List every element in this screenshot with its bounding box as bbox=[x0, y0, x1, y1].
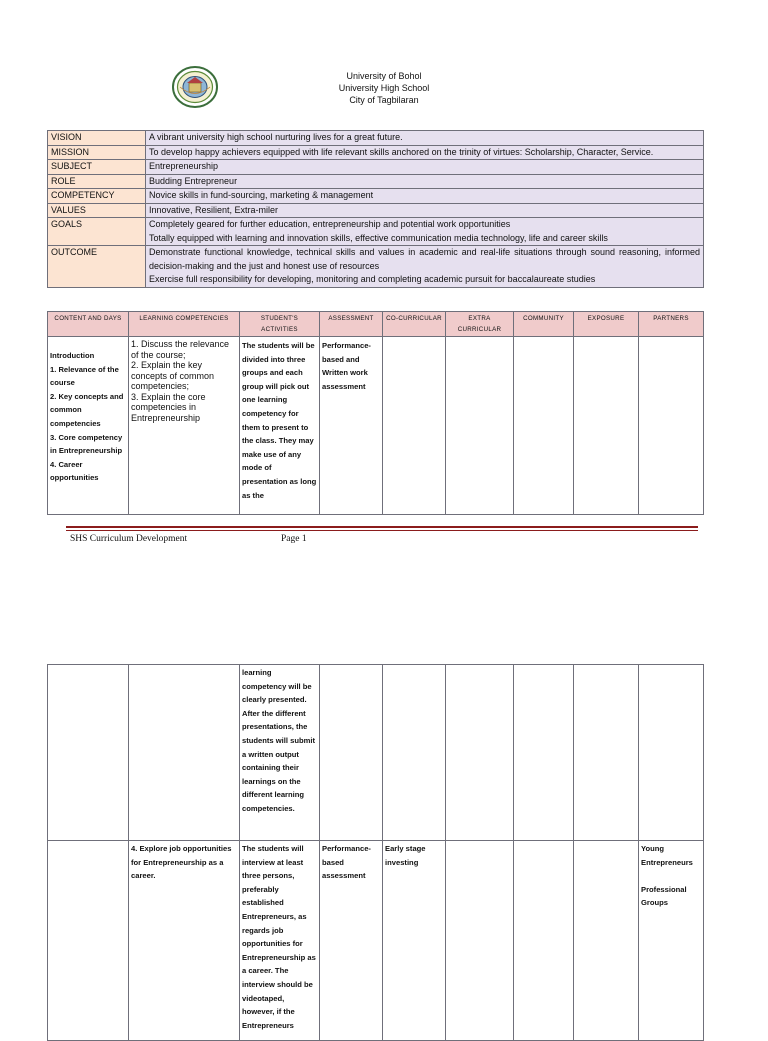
extra-curricular-cell bbox=[446, 841, 514, 1041]
info-row-mission bbox=[48, 145, 704, 160]
assessment-cell: Performance-based and Written work assessment bbox=[320, 337, 383, 515]
info-value: A vibrant university high school nurturing lives for a great future. bbox=[146, 131, 704, 146]
outcome-line: Demonstrate functional knowledge, technical skills and values in academic and real-life situations through sound reasoning, informed decision-making and the just and honest use of resources bbox=[149, 247, 700, 271]
page-number: Page 1 bbox=[281, 534, 307, 544]
extra-curricular-cell bbox=[446, 665, 514, 841]
column-header: CO-CURRICULAR bbox=[383, 312, 446, 337]
table-row bbox=[48, 665, 704, 841]
column-header: EXTRA CURRICULAR bbox=[446, 312, 514, 337]
co-curricular-cell bbox=[383, 337, 446, 515]
info-row-competency bbox=[48, 189, 704, 204]
info-value: Entrepreneurship bbox=[146, 160, 704, 175]
partners-cell: Young Entrepreneurs Professional Groups bbox=[639, 841, 704, 1041]
table-row bbox=[48, 337, 704, 515]
content-cell bbox=[48, 841, 129, 1041]
info-value: Novice skills in fund-sourcing, marketing & management bbox=[146, 189, 704, 204]
info-row-role bbox=[48, 174, 704, 189]
activities-cell: The students will be divided into three groups and each group will pick out one learning competency for them to present to the class. They may make use of any mode of presentation as long as the bbox=[240, 337, 320, 515]
info-value bbox=[146, 246, 704, 288]
info-label: SUBJECT bbox=[48, 160, 146, 175]
university-name: University of Bohol bbox=[346, 71, 422, 81]
university-seal-logo bbox=[172, 66, 218, 108]
column-header: EXPOSURE bbox=[574, 312, 639, 337]
table-row bbox=[48, 841, 704, 1041]
co-curricular-cell: Early stage investing bbox=[383, 841, 446, 1041]
exposure-cell bbox=[574, 665, 639, 841]
vision-mission-table bbox=[47, 130, 704, 288]
column-header: STUDENT'S ACTIVITIES bbox=[240, 312, 320, 337]
footer-divider-thin bbox=[66, 530, 698, 531]
school-header bbox=[300, 70, 468, 106]
high-school-name: University High School bbox=[338, 83, 430, 93]
column-header: LEARNING COMPETENCIES bbox=[129, 312, 240, 337]
info-label: ROLE bbox=[48, 174, 146, 189]
partners-cell bbox=[639, 337, 704, 515]
info-label: VALUES bbox=[48, 203, 146, 218]
column-header: COMMUNITY bbox=[514, 312, 574, 337]
activities-cell: The students will interview at least three persons, preferably established Entrepreneurs, as regards job opportunities for Entrepreneurship as a career. The interview should be videotaped, however, if the Entrepreneurs bbox=[240, 841, 320, 1041]
info-value: To develop happy achievers equipped with life relevant skills anchored on the trinity of virtues: Scholarship, Character, Service. bbox=[146, 145, 704, 160]
info-row-vision bbox=[48, 131, 704, 146]
footer-divider bbox=[66, 526, 698, 528]
table-header-row bbox=[48, 312, 704, 337]
extra-curricular-cell bbox=[446, 337, 514, 515]
competencies-cell bbox=[129, 665, 240, 841]
info-label: OUTCOME bbox=[48, 246, 146, 288]
footer-title: SHS Curriculum Development bbox=[70, 534, 188, 544]
curriculum-table-page2 bbox=[47, 664, 704, 1041]
outcome-line: Exercise full responsibility for developing, monitoring and completing academic pursuit for baccalaureate studies bbox=[149, 274, 596, 284]
info-row-subject bbox=[48, 160, 704, 175]
goal-line: Totally equipped with learning and innovation skills, effective communication media technology, life and career skills bbox=[149, 232, 608, 243]
info-value: Innovative, Resilient, Extra-miler bbox=[146, 203, 704, 218]
content-cell bbox=[48, 665, 129, 841]
info-label: MISSION bbox=[48, 145, 146, 160]
info-row-outcome bbox=[48, 246, 704, 288]
curriculum-table-page1 bbox=[47, 311, 704, 515]
assessment-cell: Performance-based assessment bbox=[320, 841, 383, 1041]
community-cell bbox=[514, 841, 574, 1041]
column-header: ASSESSMENT bbox=[320, 312, 383, 337]
competencies-cell: 1. Discuss the relevance of the course; 2. Explain the key concepts of common competencies; 3. Explain the core competencies in Entrepreneurship bbox=[129, 337, 240, 515]
info-value: Budding Entrepreneur bbox=[146, 174, 704, 189]
community-cell bbox=[514, 665, 574, 841]
info-label: COMPETENCY bbox=[48, 189, 146, 204]
info-row-values bbox=[48, 203, 704, 218]
competencies-cell: 4. Explore job opportunities for Entrepreneurship as a career. bbox=[129, 841, 240, 1041]
exposure-cell bbox=[574, 337, 639, 515]
column-header: CONTENT AND DAYS bbox=[48, 312, 129, 337]
partners-cell bbox=[639, 665, 704, 841]
info-label: GOALS bbox=[48, 218, 146, 246]
city-name: City of Tagbilaran bbox=[349, 95, 419, 105]
exposure-cell bbox=[574, 841, 639, 1041]
content-cell: Introduction 1. Relevance of the course 2. Key concepts and common competencies 3. Core competency in Entrepreneurship 4. Career opportunities bbox=[48, 337, 129, 515]
info-value bbox=[146, 218, 704, 246]
info-label: VISION bbox=[48, 131, 146, 146]
column-header: PARTNERS bbox=[639, 312, 704, 337]
community-cell bbox=[514, 337, 574, 515]
assessment-cell bbox=[320, 665, 383, 841]
goal-line: Completely geared for further education, entrepreneurship and potential work opportunities bbox=[149, 219, 511, 229]
co-curricular-cell bbox=[383, 665, 446, 841]
activities-cell: learning competency will be clearly presented. After the different presentations, the students will submit a written output containing their learnings on the different learning competencies. bbox=[240, 665, 320, 841]
info-row-goals bbox=[48, 218, 704, 246]
